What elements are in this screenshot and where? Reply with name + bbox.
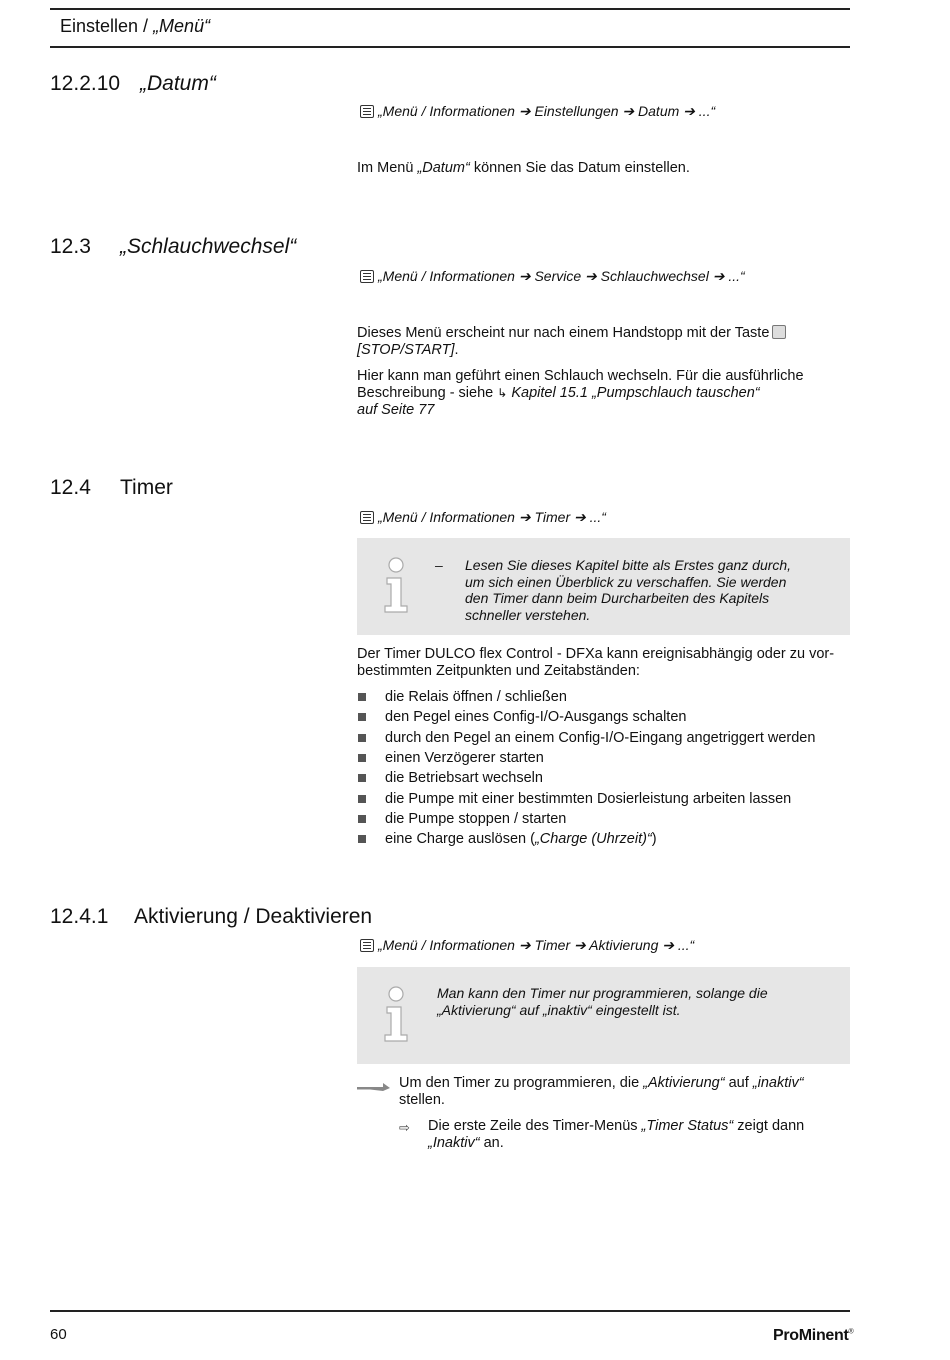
stop-start-key-icon — [772, 325, 786, 339]
section-heading-schlauchwechsel: 12.3 „Schlauchwechsel“ — [50, 235, 297, 258]
section-heading-timer: 12.4 Timer — [50, 476, 173, 499]
menu-path-datum: „Menü / Informationen ➔ Einstellungen ➔ Datum ➔ ...“ — [358, 103, 715, 120]
header-top-rule — [50, 8, 850, 10]
timer-intro: Der Timer DULCO flex Control - DFXa kann ereignisabhängig oder zu vor- bestimmten Zeitpunkten und Zeitabständen: — [357, 646, 835, 679]
section-heading-datum: 12.2.10 „Datum“ — [50, 72, 216, 95]
schlauch-paragraph-2: Hier kann man geführt einen Schlauch wechseln. Für die ausführliche Beschreibung - siehe ↳ Kapitel 15.1 „Pumpschlauch tauschen“ auf Seite 77 — [357, 368, 804, 418]
footer-rule — [50, 1310, 850, 1312]
menu-icon — [360, 105, 374, 118]
list-item: eine Charge auslösen ( „Charge (Uhrzeit)“ ) — [357, 829, 815, 849]
info-text-timer: Lesen Sie dieses Kapitel bitte als Erstes ganz durch, um sich einen Überblick zu verschaffen. Sie werden den Timer dann beim Durcharbeiten des Kapitels schneller verstehen. — [465, 557, 792, 623]
menu-icon — [360, 270, 374, 283]
menu-path-aktivierung: „Menü / Informationen ➔ Timer ➔ Aktivierung ➔ ...“ — [358, 937, 694, 954]
list-item: den Pegel eines Config-I/O-Ausgangs schalten — [357, 707, 815, 727]
section-heading-aktivierung: 12.4.1 Aktivierung / Deaktivieren — [50, 905, 373, 928]
menu-path-schlauchwechsel: „Menü / Informationen ➔ Service ➔ Schlauchwechsel ➔ ...“ — [358, 268, 745, 285]
list-item: durch den Pegel an einem Config-I/O-Eingang angetriggert werden — [357, 728, 815, 748]
list-item: die Pumpe stoppen / starten — [357, 809, 815, 829]
list-item: die Pumpe mit einer bestimmten Dosierleistung arbeiten lassen — [357, 788, 815, 808]
page-number: 60 — [50, 1326, 67, 1343]
menu-icon — [360, 939, 374, 952]
info-box-timer — [357, 538, 850, 635]
header-title: Einstellen / „Menü“ — [60, 16, 211, 36]
list-item: die Relais öffnen / schließen — [357, 687, 815, 707]
timer-functions-list — [357, 687, 815, 849]
instruction-result: Die erste Zeile des Timer-Menüs „Timer Status“ zeigt dann „Inaktiv“ an. — [428, 1118, 805, 1151]
result-arrow-icon: ⇨ — [399, 1120, 410, 1135]
menu-path-timer: „Menü / Informationen ➔ Timer ➔ ...“ — [358, 509, 606, 526]
list-item: einen Verzögerer starten — [357, 748, 815, 768]
datum-description: Im Menü „Datum“ können Sie das Datum einstellen. — [357, 160, 690, 176]
info-dash: – — [435, 557, 443, 573]
chapter-link[interactable]: Kapitel 15.1 „Pumpschlauch tauschen“ — [511, 385, 760, 401]
instruction-step: Um den Timer zu programmieren, die „Aktivierung“ auf „inaktiv“ stellen. — [399, 1075, 804, 1108]
info-text-aktivierung: Man kann den Timer nur programmieren, solange die „Aktivierung“ auf „inaktiv“ eingestellt ist. — [437, 985, 768, 1018]
page-link[interactable]: auf Seite 77 — [357, 402, 435, 418]
schlauch-paragraph-1: Dieses Menü erscheint nur nach einem Handstopp mit der Taste [STOP/START]. — [357, 325, 852, 359]
header-bottom-rule — [50, 46, 850, 48]
info-icon — [379, 985, 413, 1045]
prominent-logo: ProMinent® — [773, 1327, 854, 1344]
cross-reference-icon: ↳ — [497, 386, 508, 400]
step-arrow-icon — [357, 1080, 391, 1092]
menu-icon — [360, 511, 374, 524]
info-box-aktivierung — [357, 967, 850, 1064]
list-item: die Betriebsart wechseln — [357, 768, 815, 788]
info-icon — [379, 556, 413, 616]
